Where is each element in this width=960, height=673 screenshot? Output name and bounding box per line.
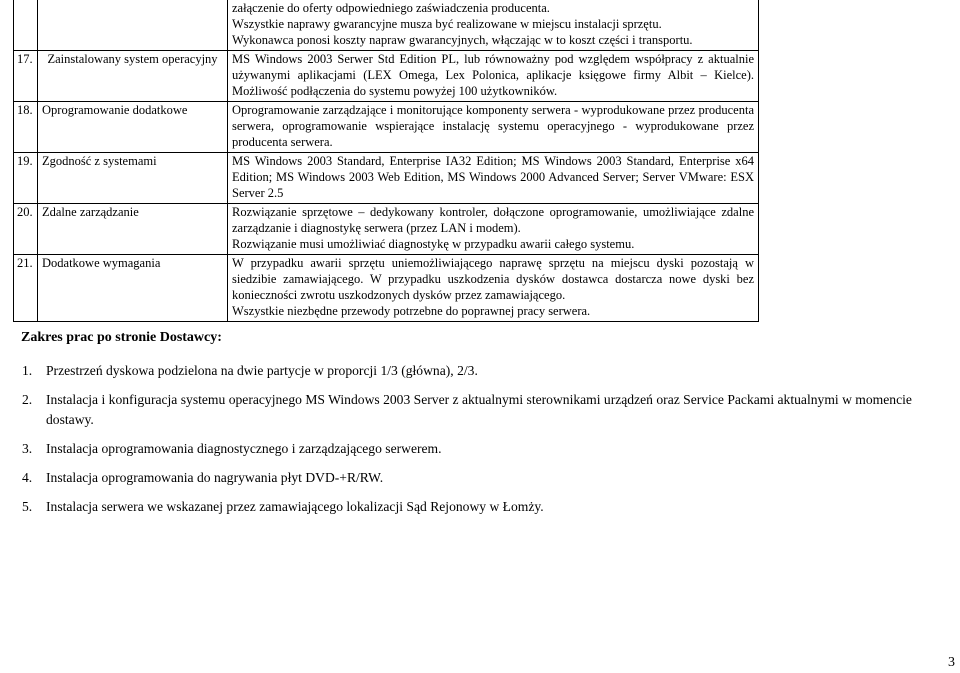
row-number-cell (14, 0, 38, 51)
description-line: Rozwiązanie musi umożliwiać diagnostykę w przypadku awarii całego systemu. (232, 237, 635, 251)
row-description (228, 102, 759, 153)
table-row (14, 255, 759, 322)
row-description (228, 204, 759, 255)
description-line: Wszystkie niezbędne przewody potrzebne do poprawnej pracy serwera. (232, 304, 591, 318)
table-row (14, 153, 759, 204)
list-item-text: Instalacja oprogramowania diagnostycznego i zarządzającego serwerem. (46, 441, 442, 456)
list-item-number: 4. (22, 470, 33, 485)
list-item (22, 439, 947, 459)
description-line: W przypadku awarii sprzętu uniemożliwiającego naprawę sprzętu na miejscu dyski pozostają w siedzibie zamawiającego. W przypadku uszkodzenia dysków dostawca dostarcza nowe dyski bez konieczności zwrotu uszkodzonych dysków przez zamawiającego. (232, 256, 754, 302)
specification-table (13, 0, 759, 322)
section-title: Zakres prac po stronie Dostawcy: (21, 330, 222, 345)
description-line: załączenie do oferty odpowiedniego zaświadczenia producenta. (232, 1, 550, 15)
row-number: 18. (14, 102, 38, 153)
list-item (22, 497, 947, 517)
description-line: MS Windows 2003 Serwer Std Edition PL, lub równoważny pod względem współpracy z aktualnie używanymi aplikacjami (LEX Omega, Lex Polonica, aplikacje księgowe firmy Albit – Kielce). Możliwość podłączenia do systemu powyżej 100 użytkowników. (232, 52, 754, 98)
list-item-number: 2. (22, 392, 33, 407)
row-description (228, 153, 759, 204)
row-number: 21. (14, 255, 38, 322)
table-row (14, 204, 759, 255)
row-name: Zdalne zarządzanie (38, 204, 228, 255)
scope-list (22, 361, 947, 526)
row-name: Zgodność z systemami (38, 153, 228, 204)
row-description (228, 255, 759, 322)
list-item-number: 1. (22, 363, 33, 378)
list-item-text: Instalacja i konfiguracja systemu operacyjnego MS Windows 2003 Server z aktualnymi sterownikami urządzeń oraz Service Packami aktualnymi w momencie dostawy. (46, 392, 912, 427)
list-item (22, 468, 947, 488)
table-row (14, 51, 759, 102)
description-line: Wykonawca ponosi koszty napraw gwarancyjnych, włączając w to koszt części i transportu. (232, 33, 693, 47)
row-name: Oprogramowanie dodatkowe (38, 102, 228, 153)
row-description (228, 51, 759, 102)
table-row (14, 102, 759, 153)
list-item (22, 390, 947, 430)
description-line: Oprogramowanie zarządzające i monitorujące komponenty serwera - wyprodukowane przez producenta serwera, oprogramowanie wspierające instalację systemu operacyjnego - wyprodukowane przez producenta serwera. (232, 103, 754, 149)
description-line: MS Windows 2003 Standard, Enterprise IA32 Edition; MS Windows 2003 Standard, Enterprise x64 Edition; MS Windows 2003 Web Edition, MS Windows 2000 Advanced Server; Server VMware: ESX Server 2.5 (232, 154, 754, 200)
list-item-text: Przestrzeń dyskowa podzielona na dwie partycje w proporcji 1/3 (główna), 2/3. (46, 363, 478, 378)
description-line: Rozwiązanie sprzętowe – dedykowany kontroler, dołączone oprogramowanie, umożliwiające zdalne zarządzanie i diagnostykę serwera (przez LAN i modem). (232, 205, 754, 235)
list-item-number: 5. (22, 499, 33, 514)
list-item (22, 361, 947, 381)
list-item-number: 3. (22, 441, 33, 456)
row-name: Zainstalowany system operacyjny (38, 51, 228, 102)
table-row-continuation (14, 0, 759, 51)
row-description-cell (228, 0, 759, 51)
page-number: 3 (948, 655, 955, 670)
row-number: 17. (14, 51, 38, 102)
row-number: 19. (14, 153, 38, 204)
row-number: 20. (14, 204, 38, 255)
row-name: Dodatkowe wymagania (38, 255, 228, 322)
list-item-text: Instalacja serwera we wskazanej przez zamawiającego lokalizacji Sąd Rejonowy w Łomży. (46, 499, 544, 514)
description-line: Wszystkie naprawy gwarancyjne musza być realizowane w miejscu instalacji sprzętu. (232, 17, 662, 31)
list-item-text: Instalacja oprogramowania do nagrywania płyt DVD-+R/RW. (46, 470, 384, 485)
row-name-cell (38, 0, 228, 51)
